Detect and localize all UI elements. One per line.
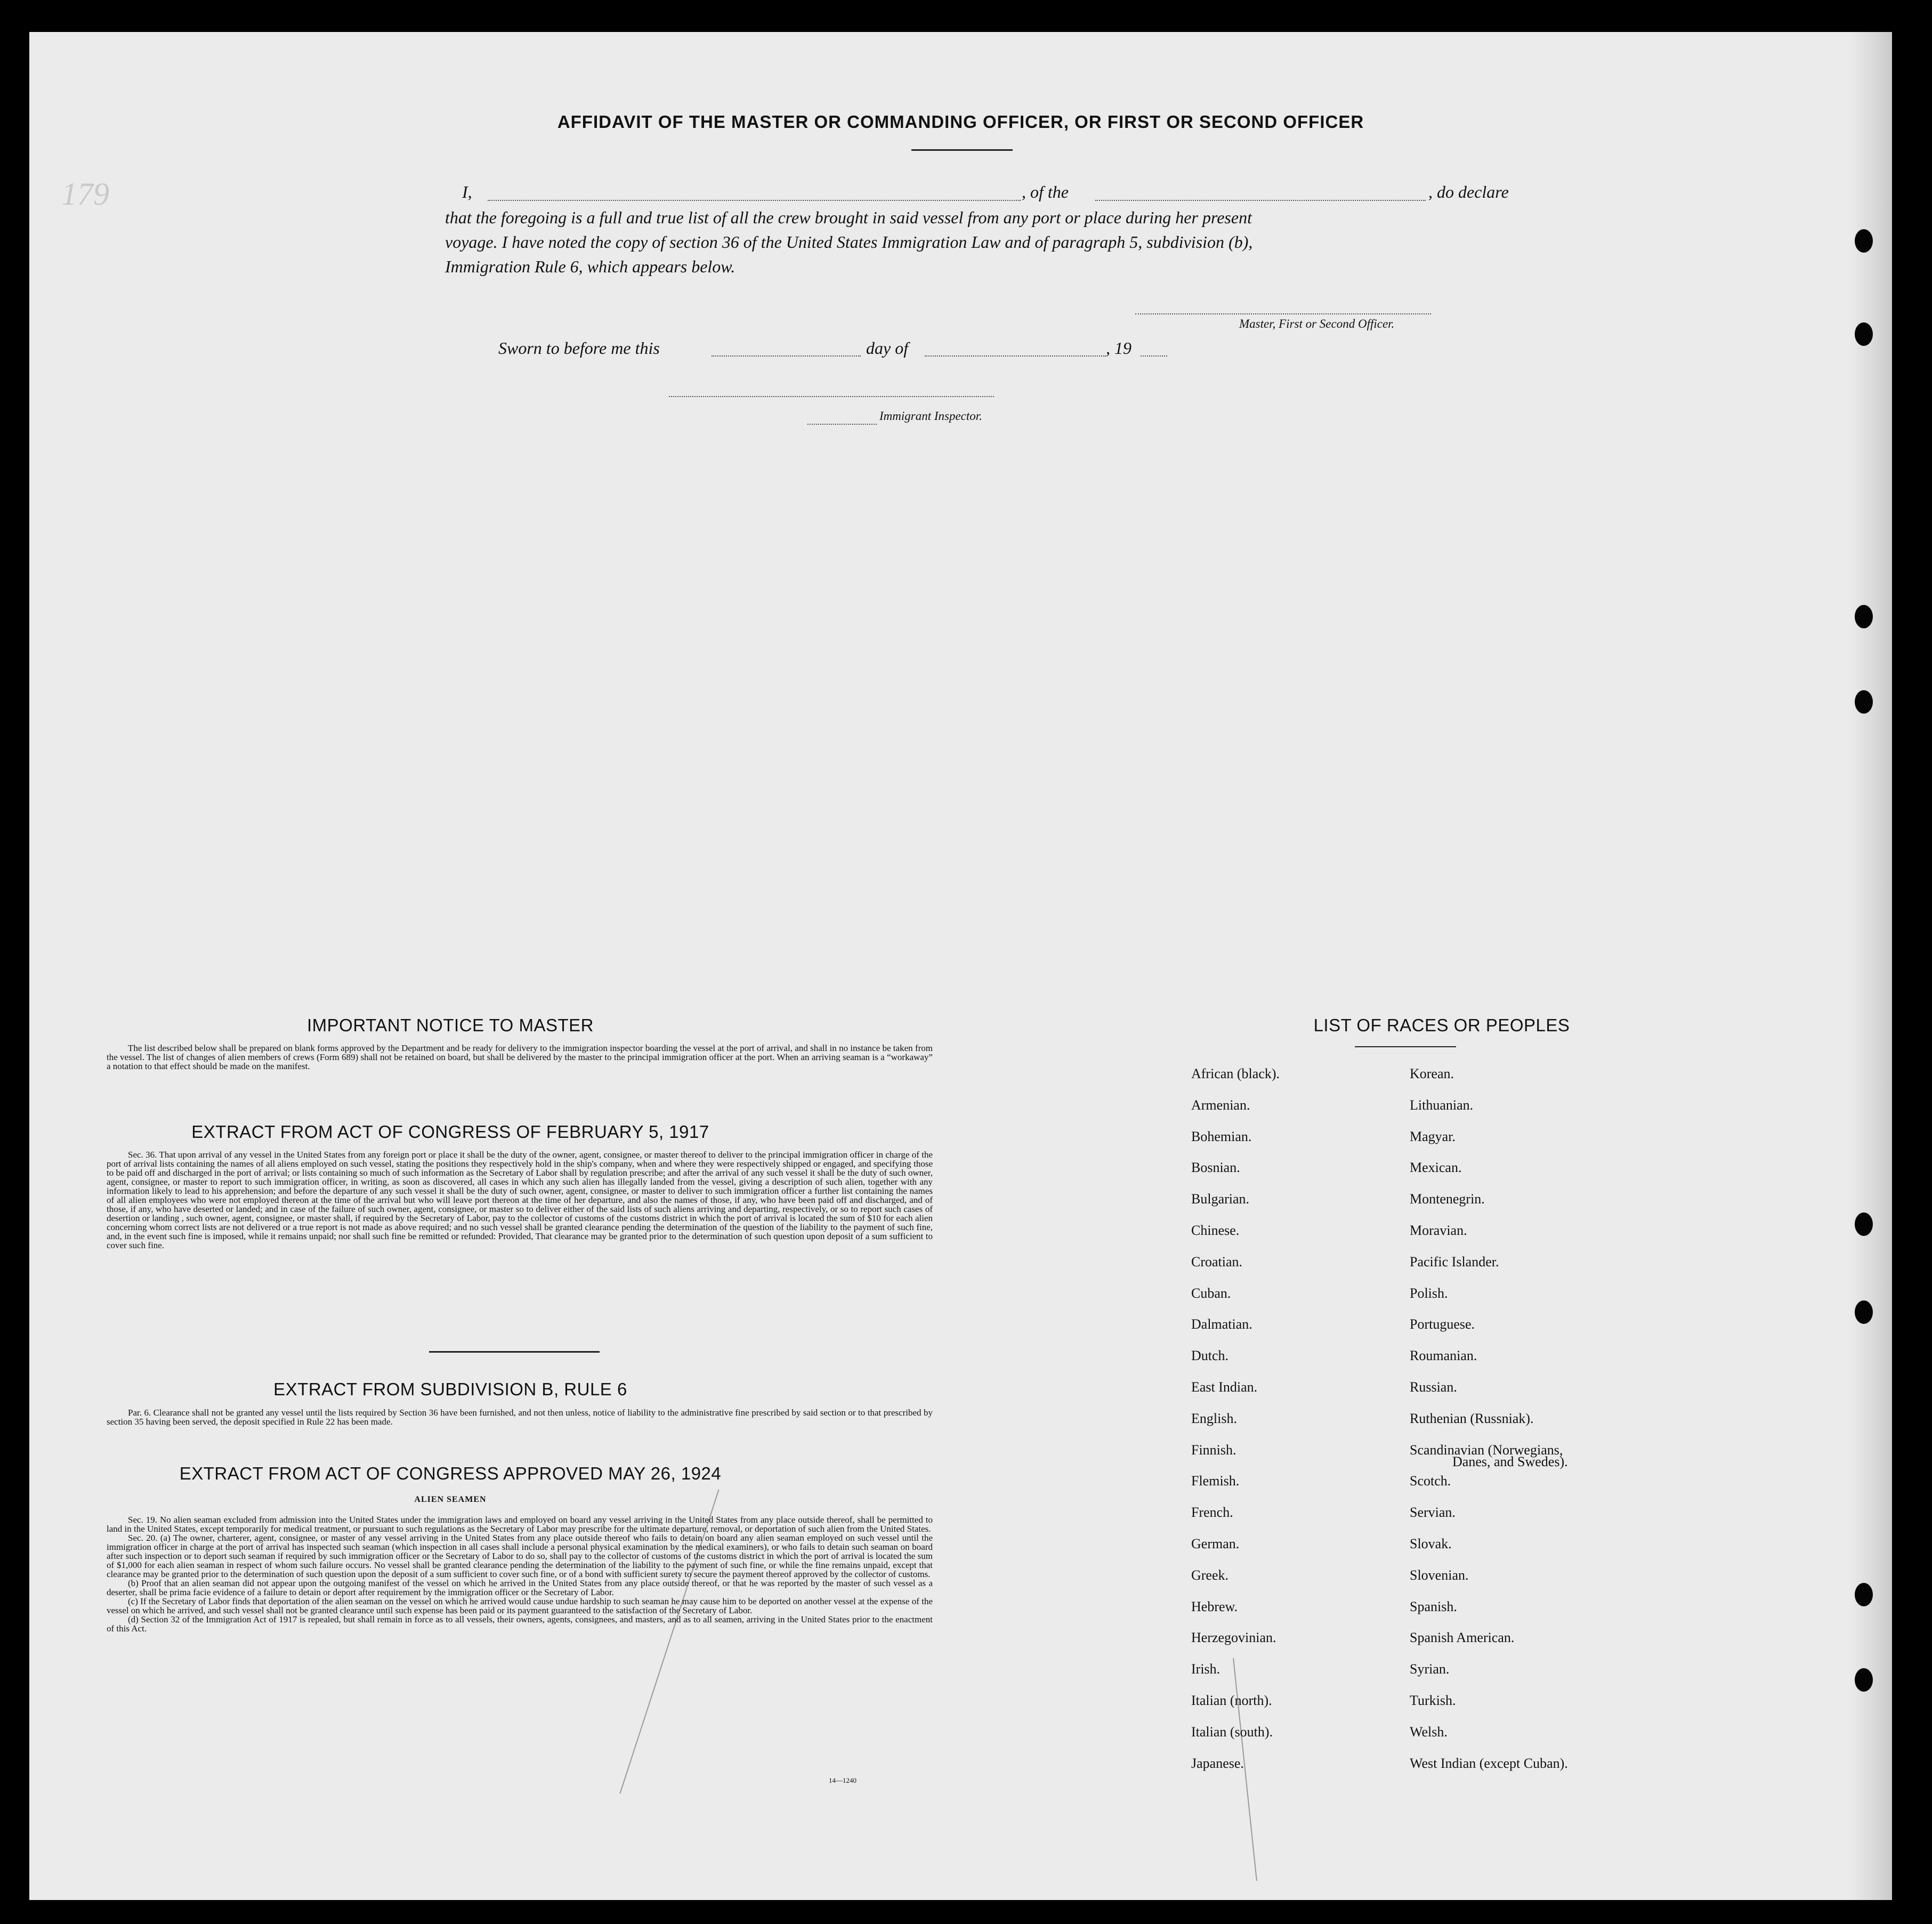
race-item: Herzegovinian. <box>1191 1630 1276 1646</box>
extract-1917-paragraph: Sec. 36. That upon arrival of any vessel in the United States from any foreign port or place it shall be the duty of the owner, agent, consignee, or master thereof to deliver to the principal immigration officer in charge of the port of arrival lists containing the names of all aliens employed on such vessel, stating the positions they respectively hold in the ship's company, when and where they were respectively shipped or engaged, and specifying those to be paid off and discharged in the port of arrival; or lists containing so much of such information as the Secretary of Labor shall by regulation prescribe; and after the arrival of any such vessel it shall be the duty of such owner, agent, consignee, or master to report to such immigration officer, in writing, as soon as discovered, all cases in which any such alien has illegally landed from the vessel, giving a description of such alien, together with any information likely to lead to his apprehension; and before the departure of any such vessel it shall be the duty of such owner, agent, consignee, or master to deliver to such immigration officer a further list containing the names of all alien employees who were not employed thereon at the time of the arrival but who will leave port thereon at the time of her departure, and also the names of those, if any, who have been paid off and discharged, and of those, if any, who have deserted or landed; and in case of the failure of such owner, agent, consignee, or master so to deliver either of the said lists of such aliens arriving and departing, respectively, or so to report such cases of desertion or landing , such owner, agent, consignee, or master shall, if required by the Secretary of Labor, pay to the collector of customs of the customs district in which the port of arrival is located the sum of $10 for each alien concerning whom correct lists are not delivered or a true report is not made as above required; and no such vessel shall be granted clearance pending the determination of the question of the liability to the payment of such fine, and, in the event such fine is imposed, while it remains unpaid; nor shall such fine be remitted or refunded: Provided, That clearance may be granted prior to the determination of such question upon deposit of a sum sufficient to cover such fine. <box>107 1150 933 1250</box>
race-item: Russian. <box>1410 1379 1457 1395</box>
race-item: Flemish. <box>1191 1473 1240 1489</box>
race-item: Armenian. <box>1191 1097 1250 1113</box>
race-item: Slovak. <box>1410 1536 1452 1551</box>
inspector-signature-field-short[interactable] <box>807 424 877 425</box>
sworn-label: Sworn to before me this <box>498 338 660 358</box>
extract-1924-paragraph: (c) If the Secretary of Labor finds that deportation of the alien seaman on the vessel on which he arrived would cause undue hardship to such seaman he may cause him to be deported on another vessel at the expense of the vessel on which he arrived, and such vessel shall not be granted clearance until such expense has been paid or its payment guaranteed to the satisfaction of the Secretary of Labor. <box>107 1596 933 1615</box>
race-item: Bulgarian. <box>1191 1191 1250 1207</box>
form-number: 14—1240 <box>829 1776 856 1784</box>
race-item: Dalmatian. <box>1191 1316 1252 1332</box>
inspector-caption: Immigrant Inspector. <box>879 409 982 423</box>
extract-rule6-body <box>107 1408 933 1426</box>
race-item: Syrian. <box>1410 1661 1450 1677</box>
notice-paragraph: The list described below shall be prepared on blank forms approved by the Department and be ready for delivery to the immigration inspector boarding the vessel at the port of arrival, and shall in no instance be taken from the vessel. The list of changes of alien members of crews (Form 689) shall not be retained on board, but shall be delivered by the master to the principal immigration officer at the port. When an arriving seaman is a “workaway” a notation to that effect should be made on the manifest. <box>107 1043 933 1071</box>
race-item: Mexican. <box>1410 1160 1462 1176</box>
race-item: Finnish. <box>1191 1442 1236 1458</box>
binder-hole <box>1855 1212 1873 1236</box>
affidavit-text-line: voyage. I have noted the copy of section 36 of the United States Immigration Law and of paragraph 5, subdivision (b), <box>445 232 1253 252</box>
race-item: Slovenian. <box>1410 1567 1469 1583</box>
extract-rule6-title: EXTRACT FROM SUBDIVISION B, RULE 6 <box>273 1379 627 1399</box>
race-item: Ruthenian (Russniak). <box>1410 1410 1534 1426</box>
race-item: Moravian. <box>1410 1223 1467 1238</box>
alien-seamen-subtitle: ALIEN SEAMEN <box>414 1495 487 1504</box>
vessel-name-field[interactable] <box>1095 200 1426 201</box>
race-item: Korean. <box>1410 1066 1454 1081</box>
race-item: Pacific Islander. <box>1410 1254 1499 1270</box>
race-item: Greek. <box>1191 1567 1229 1583</box>
title-underline <box>911 149 1013 151</box>
race-item: Polish. <box>1410 1285 1448 1301</box>
binder-hole <box>1855 229 1873 253</box>
race-item: Croatian. <box>1191 1254 1243 1270</box>
binder-hole <box>1855 1583 1873 1606</box>
race-item: Cuban. <box>1191 1285 1231 1301</box>
affidavit-title: AFFIDAVIT OF THE MASTER OR COMMANDING OFFICER, OR FIRST OR SECOND OFFICER <box>557 112 1364 132</box>
binder-hole <box>1855 605 1873 628</box>
extract-1917-body <box>107 1150 933 1250</box>
binder-hole <box>1855 1300 1873 1324</box>
race-item: Turkish. <box>1410 1693 1456 1708</box>
race-item: Hebrew. <box>1191 1598 1238 1614</box>
race-item: West Indian (except Cuban). <box>1410 1755 1568 1771</box>
extract-1924-title: EXTRACT FROM ACT OF CONGRESS APPROVED MAY 26, 1924 <box>179 1464 722 1483</box>
race-item: English. <box>1191 1410 1237 1426</box>
page-edge-shadow <box>1849 32 1892 1900</box>
affidavit-declare-label: , do declare <box>1428 182 1509 201</box>
races-title: LIST OF RACES OR PEOPLES <box>1313 1015 1570 1035</box>
race-item: Lithuanian. <box>1410 1097 1474 1113</box>
affidavit-of-the-label: , of the <box>1022 182 1069 201</box>
notice-title: IMPORTANT NOTICE TO MASTER <box>306 1015 594 1035</box>
race-item: African (black). <box>1191 1066 1280 1081</box>
races-title-underline <box>1355 1046 1456 1047</box>
declarant-name-field[interactable] <box>488 200 1021 201</box>
race-item: Servian. <box>1410 1505 1456 1521</box>
extract-1924-paragraph: Sec. 19. No alien seaman excluded from admission into the United States under the immigration laws and employed on board any vessel arriving in the United States from any place outside thereof, shall be permitted to land in the United States, except temporarily for medical treatment, or pursuant to such regulations as the Secretary of Labor may prescribe for the ultimate departure, removal, or deportation of such alien from the United States. <box>107 1515 933 1534</box>
race-item-continuation: Danes, and Swedes). <box>1452 1454 1568 1469</box>
race-item: Irish. <box>1191 1661 1220 1677</box>
race-item: Portuguese. <box>1410 1316 1475 1332</box>
race-item: East Indian. <box>1191 1379 1258 1395</box>
race-item: Scandinavian (Norwegians, <box>1410 1442 1563 1458</box>
race-item: Bosnian. <box>1191 1160 1240 1176</box>
inspector-signature-field[interactable] <box>669 396 994 397</box>
binder-hole <box>1855 1668 1873 1692</box>
race-item: Magyar. <box>1410 1128 1456 1144</box>
sworn-year-field[interactable] <box>1141 355 1167 357</box>
affidavit-i-label: I, <box>462 182 472 201</box>
race-item: Bohemian. <box>1191 1128 1252 1144</box>
race-item: Montenegrin. <box>1410 1191 1485 1207</box>
race-item: Dutch. <box>1191 1348 1229 1364</box>
race-item: Italian (north). <box>1191 1693 1272 1708</box>
binder-hole <box>1855 690 1873 714</box>
race-item: German. <box>1191 1536 1240 1551</box>
sworn-month-field[interactable] <box>925 355 1106 357</box>
extract-rule6-paragraph: Par. 6. Clearance shall not be granted any vessel until the lists required by Section 36 have been furnished, and not then unless, notice of liability to the administrative fine prescribed by said section or to that prescribed by section 35 having been served, the deposit specified in Rule 22 has been made. <box>107 1408 933 1427</box>
binder-hole <box>1855 322 1873 346</box>
race-item: Spanish American. <box>1410 1630 1515 1646</box>
day-of-label: day of <box>866 338 909 358</box>
section-divider <box>429 1351 600 1353</box>
race-item: Japanese. <box>1191 1755 1244 1771</box>
notice-body <box>107 1044 933 1071</box>
race-item: Welsh. <box>1410 1724 1448 1740</box>
officer-signature-caption: Master, First or Second Officer. <box>1239 317 1395 330</box>
race-item: Italian (south). <box>1191 1724 1273 1740</box>
race-item: Spanish. <box>1410 1598 1457 1614</box>
race-item: Roumanian. <box>1410 1348 1477 1364</box>
race-item: French. <box>1191 1505 1233 1521</box>
document-page <box>29 32 1892 1900</box>
year-label: , 19 <box>1106 338 1131 358</box>
extract-1924-paragraph: (b) Proof that an alien seaman did not appear upon the outgoing manifest of the vessel on which he arrived in the United States from any place outside thereof, or that he was reported by the master of such vessel as a deserter, shall be prima facie evidence of a failure to detain or deport after requirement by the immigration officer or the Secretary of Labor. <box>107 1578 933 1597</box>
officer-signature-field[interactable] <box>1135 313 1431 314</box>
race-item: Scotch. <box>1410 1473 1451 1489</box>
affidavit-text-line: that the foregoing is a full and true list of all the crew brought in said vessel from any port or place during her present <box>445 208 1252 227</box>
faint-handwritten-mark: 179 <box>61 176 109 212</box>
extract-1924-paragraph: (d) Section 32 of the Immigration Act of 1917 is repealed, but shall remain in force as to all vessels, their owners, agents, consignees, and masters, and as to all seamen, arriving in the United States prior to the enactment of this Act. <box>107 1614 933 1634</box>
race-item: Chinese. <box>1191 1223 1240 1238</box>
affidavit-text-line: Immigration Rule 6, which appears below. <box>445 257 735 276</box>
extract-1924-paragraph: Sec. 20. (a) The owner, charterer, agent, consignee, or master of any vessel arriving in the United States from any place outside thereof who fails to detain on board any alien seaman employed on such vessel until the immigration officer in charge at the port of arrival has inspected such seaman (which inspection in all cases shall include a personal physical examination by the medical examiners), or who fails to detain such seaman on board after such inspection or to deport such seaman if required by such immigration officer or the Secretary of Labor to do so, shall pay to the collector of customs of the customs district in which the port of arrival is located the sum of $1,000 for each alien seaman in respect of whom such failure occurs. No vessel shall be granted clearance pending the determination of the liability to the payment of such fine, or while the fine remains unpaid, except that clearance may be granted prior to the determination of such question upon the deposit of a sum sufficient to cover such fine, or of a bond with sufficient surety to secure the payment thereof approved by the collector of customs. <box>107 1533 933 1579</box>
extract-1917-title: EXTRACT FROM ACT OF CONGRESS OF FEBRUARY 5, 1917 <box>191 1122 709 1142</box>
extract-1924-body <box>107 1515 933 1633</box>
sworn-day-field[interactable] <box>712 355 861 357</box>
